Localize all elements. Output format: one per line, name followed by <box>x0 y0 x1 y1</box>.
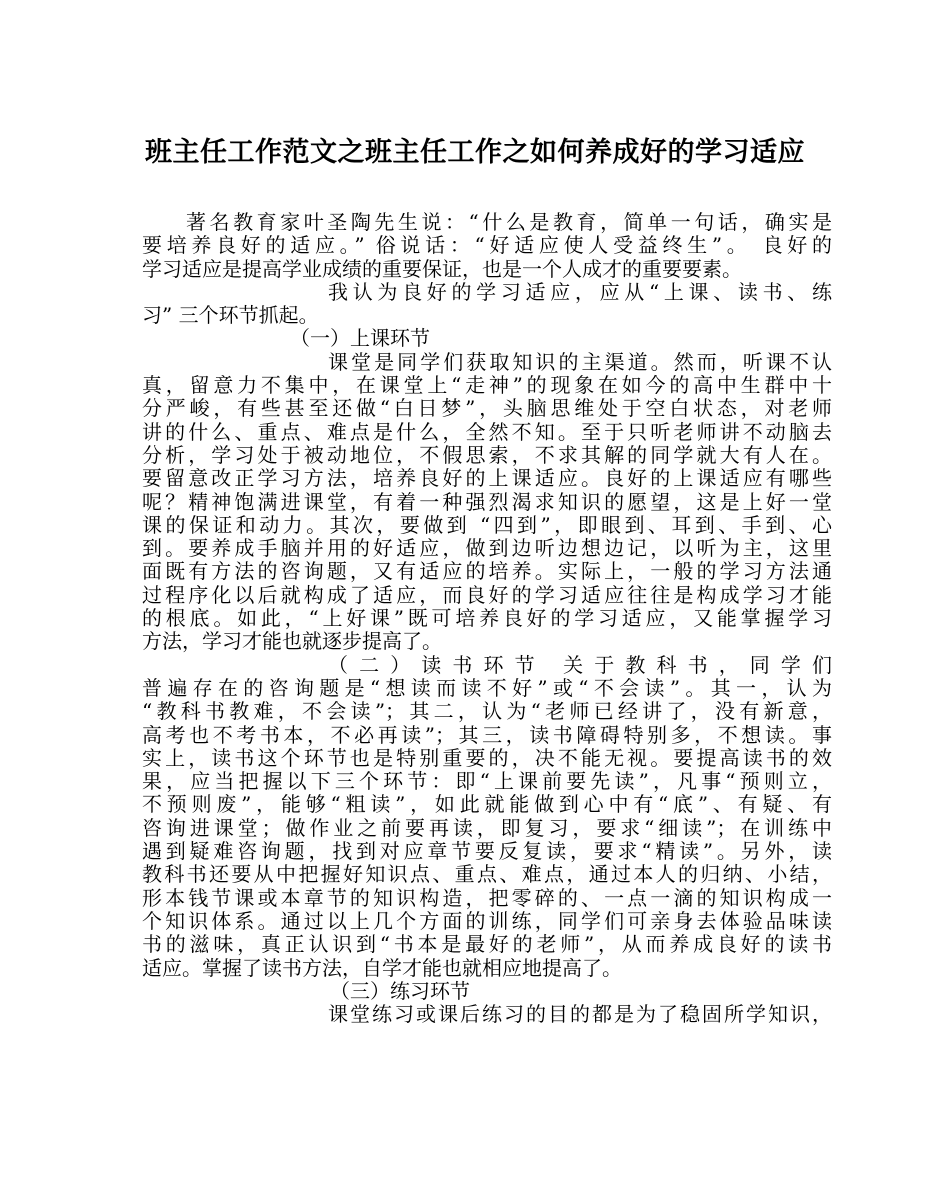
document-title: 班主任工作范文之班主任工作之如何养成好的学习适应 <box>145 137 805 168</box>
text-line: 习” 三个环节抓起。 <box>142 303 319 328</box>
text-line: 到。要养成手脑并用的好适应，做到边听边想边记，以听为主，这里 <box>142 536 832 561</box>
text-line: 实上，读书这个环节也是特别重要的，决不能无视。要提高读书的效 <box>142 745 832 770</box>
text-line: 形本钱节课或本章节的知识构造，把零碎的、一点一滴的知识构成一 <box>142 885 832 910</box>
text-line: 学习适应是提高学业成绩的重要保证，也是一个人成才的重要要素。 <box>142 256 742 281</box>
text-line: 分严峻，有些甚至还做“白日梦”，头脑思维处于空白状态，对老师 <box>142 396 832 421</box>
text-line: 面既有方法的咨询题，又有适应的培养。实际上，一般的学习方法通 <box>142 559 832 584</box>
text-line: 课的保证和动力。其次，要做到 “四到”，即眼到、耳到、手到、心 <box>142 512 832 537</box>
text-line: 要留意改正学习方法，培养良好的上课适应。良好的上课适应有哪些 <box>142 466 832 491</box>
text-line: 真，留意力不集中，在课堂上“走神”的现象在如今的高中生群中十 <box>142 373 832 398</box>
text-line: 过程序化以后就构成了适应，而良好的学习适应往往是构成学习才能 <box>142 582 832 607</box>
text-line: 我认为良好的学习适应，应从“上课、读书、练 <box>328 279 832 304</box>
text-line: 书的滋味，真正认识到“书本是最好的老师”，从而养成良好的读书 <box>142 932 832 957</box>
text-line: 遇到疑难咨询题，找到对应章节要反复读，要求“精读”。另外，读 <box>142 839 832 864</box>
text-line: 呢？精神饱满进课堂，有着一种强烈渴求知识的愿望，这是上好一堂 <box>142 489 832 514</box>
text-line: 的根底。如此，“上好课”既可培养良好的学习适应，又能掌握学习 <box>142 606 832 631</box>
text-line: 课堂练习或课后练习的目的都是为了稳固所学知识， <box>328 1002 832 1027</box>
text-line: 不预则废”，能够“粗读”，如此就能做到心中有“底”、有疑、有 <box>142 792 832 817</box>
text-line: 适应。掌握了读书方法，自学才能也就相应地提高了。 <box>142 955 622 980</box>
text-line: 普遍存在的咨询题是“想读而读不好”或“不会读”。其一，认为 <box>142 675 832 700</box>
text-line: 要培养良好的适应。” 俗说话：“好适应使人受益终生”。 良好的 <box>142 233 832 258</box>
text-line: 个知识体系。通过以上几个方面的训练，同学们可亲身去体验品味读 <box>142 908 832 933</box>
text-line: 教科书还要从中把握好知识点、重点、难点，通过本人的归纳、小结， <box>142 862 832 887</box>
text-line: （二）读书环节 关于教科书，同学们 <box>328 652 832 677</box>
text-line: “教科书教难，不会读”；其二，认为“老师已经讲了，没有新意， <box>142 699 832 724</box>
text-line: 高考也不考书本，不必再读”；其三，读书障碍特别多，不想读。事 <box>142 722 832 747</box>
text-line: （一）上课环节 <box>290 326 430 351</box>
text-line: 方法，学习才能也就逐步提高了。 <box>142 629 442 654</box>
text-line: 著名教育家叶圣陶先生说：“什么是教育，简单一句话，确实是 <box>186 210 832 234</box>
text-line: 分析，学习处于被动地位，不假思索，不求其解的同学就大有人在。 <box>142 442 832 467</box>
text-line: 咨询进课堂；做作业之前要再读，即复习，要求“细读”；在训练中 <box>142 815 832 840</box>
text-line: （三）练习环节 <box>330 978 470 1003</box>
document-body <box>142 211 832 1026</box>
text-line: 讲的什么、重点、难点是什么，全然不知。至于只听老师讲不动脑去 <box>142 419 832 444</box>
text-line: 课堂是同学们获取知识的主渠道。然而，听课不认 <box>328 349 832 374</box>
text-line: 果，应当把握以下三个环节：即“上课前要先读”，凡事“预则立， <box>142 769 832 794</box>
